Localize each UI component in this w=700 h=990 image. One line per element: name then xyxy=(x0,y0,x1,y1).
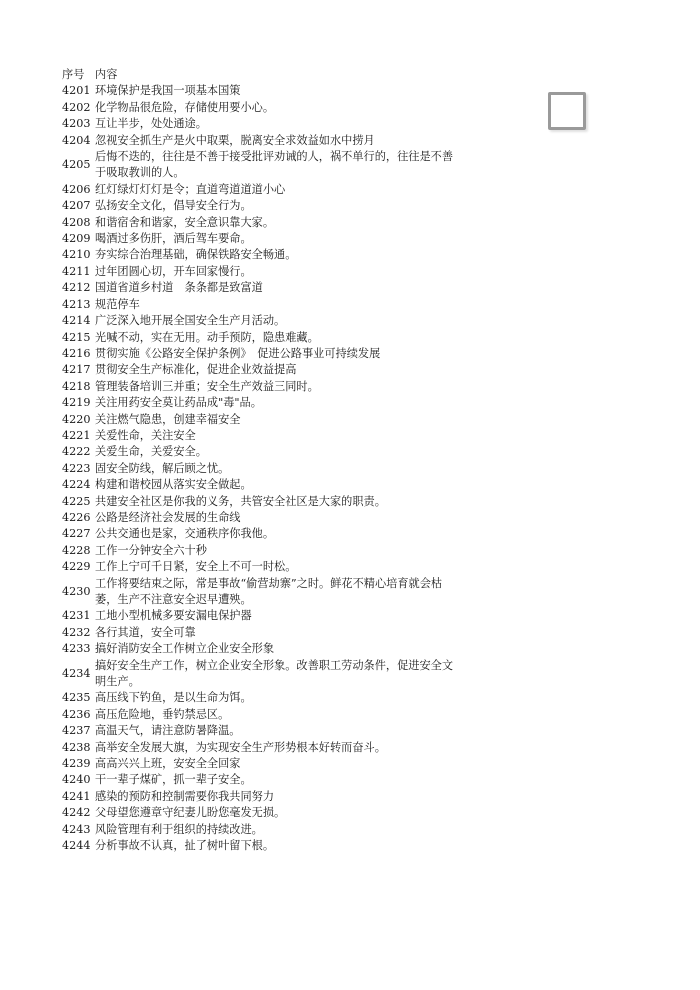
row-content: 国道省道乡村道 条条都是致富道 xyxy=(95,281,263,295)
row-content: 共建安全社区是你我的义务，共管安全社区是大家的职责。 xyxy=(95,494,386,508)
row-number: 4209 xyxy=(62,232,91,246)
row-content: 广泛深入地开展全国安全生产月活动。 xyxy=(95,314,286,328)
row-content: 高温天气，请注意防暑降温。 xyxy=(95,724,241,738)
row-content: 环境保护是我国一项基本国策 xyxy=(95,84,241,98)
header-num: 序号 xyxy=(62,68,85,81)
table-row xyxy=(62,182,454,198)
row-content: 风险管理有利于组织的持续改进。 xyxy=(95,822,263,836)
row-number: 4233 xyxy=(62,642,91,656)
row-content: 红灯绿灯灯灯是令；直道弯道道道小心 xyxy=(95,182,286,196)
row-number: 4231 xyxy=(62,609,91,623)
table-row xyxy=(62,100,454,116)
row-content: 光喊不动，实在无用。动手预防，隐患难藏。 xyxy=(95,330,319,344)
row-number: 4228 xyxy=(62,543,91,557)
row-content: 关爱生命，关爱安全。 xyxy=(95,445,207,459)
row-number: 4241 xyxy=(62,789,91,803)
row-content: 贯彻安全生产标准化，促进企业效益提高 xyxy=(95,363,297,377)
header-content: 内容 xyxy=(95,68,118,81)
table-row xyxy=(62,658,454,691)
table-row xyxy=(62,641,454,657)
row-number: 4218 xyxy=(62,379,91,393)
table-row xyxy=(62,690,454,706)
row-number: 4237 xyxy=(62,724,91,738)
row-content: 公共交通也是家，交通秩序你我他。 xyxy=(95,527,275,541)
row-content: 管理装备培训三并重；安全生产效益三同时。 xyxy=(95,379,319,393)
table-row xyxy=(62,313,454,329)
row-content: 夯实综合治理基础，确保铁路安全畅通。 xyxy=(95,248,297,262)
table-row xyxy=(62,264,454,280)
row-number: 4226 xyxy=(62,510,91,524)
table-row xyxy=(62,526,454,542)
row-number: 4225 xyxy=(62,494,91,508)
table-row xyxy=(62,395,454,411)
table-row xyxy=(62,297,454,313)
row-content: 各行其道，安全可靠 xyxy=(95,625,196,639)
table-row xyxy=(62,723,454,739)
row-content: 过年团圆心切，开车回家慢行。 xyxy=(95,264,252,278)
row-content: 关注用药安全莫让药品成"毒"品。 xyxy=(95,396,262,410)
row-number: 4236 xyxy=(62,707,91,721)
row-content: 工作上宁可千日紧，安全上不可一时松。 xyxy=(95,560,297,574)
row-content: 工地小型机械多要安漏电保护器 xyxy=(95,609,252,623)
table-row xyxy=(62,805,454,821)
table-row xyxy=(62,461,454,477)
table-row xyxy=(62,330,454,346)
table-row xyxy=(62,477,454,493)
row-number: 4220 xyxy=(62,412,91,426)
table-row xyxy=(62,625,454,641)
row-content: 和谐宿舍和谐家，安全意识靠大家。 xyxy=(95,215,275,229)
row-content: 工作将要结束之际，常是事故“偷营劫寨”之时。鲜花不精心培育就会枯萎，生产不注意安全迟早遭殃。 xyxy=(95,576,443,606)
slogan-table xyxy=(62,67,454,855)
row-number: 4210 xyxy=(62,248,91,262)
row-number: 4234 xyxy=(62,666,91,680)
row-content: 感染的预防和控制需要你我共同努力 xyxy=(95,789,275,803)
row-number: 4242 xyxy=(62,806,91,820)
row-number: 4213 xyxy=(62,297,91,311)
row-number: 4240 xyxy=(62,773,91,787)
row-number: 4203 xyxy=(62,117,91,131)
table-row xyxy=(62,379,454,395)
table-row xyxy=(62,346,454,362)
row-number: 4215 xyxy=(62,330,91,344)
table-row xyxy=(62,608,454,624)
row-number: 4227 xyxy=(62,527,91,541)
table-row xyxy=(62,149,454,182)
table-row xyxy=(62,838,454,854)
table-row xyxy=(62,559,454,575)
table-row xyxy=(62,231,454,247)
table-row xyxy=(62,756,454,772)
table-row xyxy=(62,133,454,149)
table-row xyxy=(62,740,454,756)
row-content: 搞好消防安全工作树立企业安全形象 xyxy=(95,642,275,656)
table-row xyxy=(62,822,454,838)
table-row xyxy=(62,198,454,214)
row-number: 4219 xyxy=(62,396,91,410)
row-number: 4217 xyxy=(62,363,91,377)
row-content: 父母望您遵章守纪妻儿盼您毫发无损。 xyxy=(95,806,286,820)
row-number: 4244 xyxy=(62,839,91,853)
row-content: 高压危险地，垂钓禁忌区。 xyxy=(95,707,230,721)
row-number: 4205 xyxy=(62,158,91,172)
row-number: 4201 xyxy=(62,84,91,98)
row-number: 4211 xyxy=(62,264,91,278)
row-number: 4204 xyxy=(62,133,91,147)
row-number: 4206 xyxy=(62,182,91,196)
row-number: 4243 xyxy=(62,822,91,836)
row-number: 4230 xyxy=(62,584,91,598)
row-content: 关注燃气隐患，创建幸福安全 xyxy=(95,412,241,426)
table-row xyxy=(62,116,454,132)
row-content: 干一辈子煤矿，抓一辈子安全。 xyxy=(95,773,252,787)
row-content: 工作一分钟安全六十秒 xyxy=(95,543,207,557)
row-number: 4224 xyxy=(62,478,91,492)
row-content: 公路是经济社会发展的生命线 xyxy=(95,510,241,524)
row-number: 4232 xyxy=(62,625,91,639)
row-number: 4229 xyxy=(62,560,91,574)
row-content: 分析事故不认真，扯了树叶留下根。 xyxy=(95,839,275,853)
table-row xyxy=(62,362,454,378)
row-content: 弘扬安全文化，倡导安全行为。 xyxy=(95,199,252,213)
row-content: 贯彻实施《公路安全保护条例》 促进公路事业可持续发展 xyxy=(95,346,381,360)
row-number: 4212 xyxy=(62,281,91,295)
row-content: 高压线下钓鱼，是以生命为饵。 xyxy=(95,691,252,705)
row-content: 高高兴兴上班，安安全全回家 xyxy=(95,757,241,771)
table-row xyxy=(62,280,454,296)
table-row xyxy=(62,707,454,723)
table-row xyxy=(62,510,454,526)
row-number: 4238 xyxy=(62,740,91,754)
table-row xyxy=(62,83,454,99)
row-number: 4221 xyxy=(62,428,91,442)
row-number: 4216 xyxy=(62,346,91,360)
row-number: 4239 xyxy=(62,757,91,771)
row-content: 忽视安全抓生产是火中取栗，脱离安全求效益如水中捞月 xyxy=(95,133,375,147)
row-number: 4202 xyxy=(62,100,91,114)
row-content: 搞好安全生产工作，树立企业安全形象。改善职工劳动条件，促进安全文明生产。 xyxy=(95,658,454,689)
row-content: 互让半步，处处通途。 xyxy=(95,117,207,131)
table-row xyxy=(62,576,454,609)
table-row xyxy=(62,543,454,559)
table-row xyxy=(62,494,454,510)
table-row xyxy=(62,215,454,231)
table-row xyxy=(62,412,454,428)
row-number: 4208 xyxy=(62,215,91,229)
table-row xyxy=(62,789,454,805)
row-content: 固安全防线，解后顾之忧。 xyxy=(95,461,230,475)
table-row xyxy=(62,247,454,263)
row-number: 4207 xyxy=(62,199,91,213)
row-number: 4222 xyxy=(62,445,91,459)
row-number: 4235 xyxy=(62,691,91,705)
row-number: 4223 xyxy=(62,461,91,475)
table-row xyxy=(62,428,454,444)
row-number: 4214 xyxy=(62,314,91,328)
row-content: 关爱性命，关注安全 xyxy=(95,428,196,442)
row-content: 规范停车 xyxy=(95,297,140,311)
row-content: 喝酒过多伤肝，酒后驾车要命。 xyxy=(95,232,252,246)
row-content: 构建和谐校园从落实安全做起。 xyxy=(95,478,252,492)
row-content: 化学物品很危险，存储使用要小心。 xyxy=(95,100,275,114)
row-content: 后悔不迭的，往往是不善于接受批评劝诫的人，祸不单行的，往往是不善于吸取教训的人。 xyxy=(95,150,454,180)
row-content: 高举安全发展大旗，为实现安全生产形势根本好转而奋斗。 xyxy=(95,740,386,754)
table-row xyxy=(62,444,454,460)
corner-box-icon xyxy=(548,92,586,130)
table-header xyxy=(62,67,454,83)
table-row xyxy=(62,772,454,788)
